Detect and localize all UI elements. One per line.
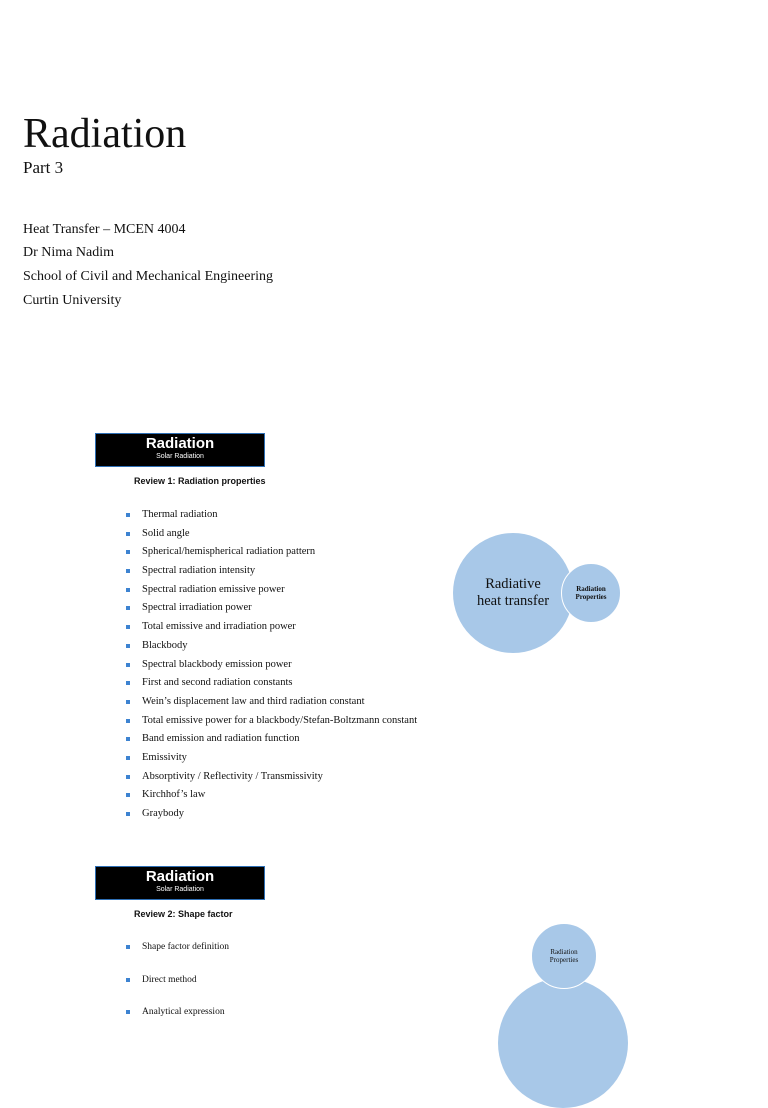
- list-item: [126, 676, 417, 695]
- bullet-icon: [126, 700, 130, 704]
- list-item-text: Band emission and radiation function: [142, 733, 300, 745]
- list-item: [126, 527, 417, 546]
- list-item-text: Spectral blackbody emission power: [142, 658, 292, 670]
- list-item: [126, 940, 229, 973]
- page-subtitle: Part 3: [23, 158, 64, 177]
- bullet-icon: [126, 625, 130, 629]
- course-name: Heat Transfer – MCEN 4004: [23, 222, 186, 237]
- slide2-review-title: Review 2: Shape factor: [134, 909, 233, 919]
- bullet-icon: [126, 775, 130, 779]
- bullet-icon: [126, 588, 130, 592]
- list-item-text: Direct method: [142, 974, 197, 985]
- list-item: [126, 973, 229, 1006]
- bullet-icon: [126, 681, 130, 685]
- slide2-radiation-properties-circle: [531, 923, 597, 989]
- slide2-small-circle-line2: Properties: [549, 956, 579, 964]
- slide2-banner: [95, 866, 265, 900]
- small-circle-line1: Radiation: [576, 585, 606, 593]
- bullet-icon: [126, 606, 130, 610]
- list-item: [126, 695, 417, 714]
- bullet-icon: [126, 550, 130, 554]
- list-item: [126, 545, 417, 564]
- list-item: [126, 807, 417, 826]
- big-circle-line2: heat transfer: [476, 593, 550, 609]
- bullet-icon: [126, 737, 130, 741]
- list-item-text: Solid angle: [142, 527, 190, 539]
- list-item-text: Kirchhof’s law: [142, 789, 206, 801]
- bullet-icon: [126, 812, 130, 816]
- list-item-text: Analytical expression: [142, 1007, 225, 1017]
- slide1-topic-list: [126, 508, 417, 826]
- slide2-small-circle-line1: Radiation: [550, 948, 578, 956]
- slide2-topic-list: [126, 940, 229, 1038]
- bullet-icon: [126, 978, 130, 982]
- university-name: Curtin University: [23, 293, 122, 308]
- slide2-banner-subtitle: Solar Radiation: [156, 886, 204, 893]
- slide1-banner-title: Radiation: [145, 435, 215, 452]
- list-item: [126, 732, 417, 751]
- list-item: [126, 564, 417, 583]
- list-item-text: Wein’s displacement law and third radiation constant: [142, 695, 365, 707]
- slide1-banner: [95, 433, 265, 467]
- list-item-text: Thermal radiation: [142, 509, 218, 520]
- radiation-properties-circle: [561, 563, 621, 623]
- bullet-icon: [126, 513, 130, 517]
- list-item-text: Spectral irradiation power: [142, 602, 252, 614]
- list-item-text: Shape factor definition: [142, 942, 230, 952]
- list-item: [126, 770, 417, 789]
- bullet-icon: [126, 756, 130, 760]
- list-item: [126, 508, 417, 527]
- page-title: Radiation: [23, 111, 187, 157]
- slide1-review-title: Review 1: Radiation properties: [134, 476, 266, 486]
- list-item-text: Total emissive power for a blackbody/Stefan-Boltzmann constant: [142, 714, 418, 726]
- list-item: [126, 583, 417, 602]
- small-circle-line2: Properties: [575, 593, 607, 601]
- bullet-icon: [126, 1010, 130, 1014]
- bullet-icon: [126, 644, 130, 648]
- list-item-text: First and second radiation constants: [142, 677, 293, 689]
- list-item-text: Emissivity: [142, 751, 187, 763]
- list-item-text: Absorptivity / Reflectivity / Transmissivity: [142, 770, 323, 782]
- bullet-icon: [126, 569, 130, 573]
- list-item-text: Total emissive and irradiation power: [142, 621, 296, 633]
- list-item-text: Blackbody: [142, 639, 188, 651]
- bullet-icon: [126, 532, 130, 536]
- bullet-icon: [126, 663, 130, 667]
- slide2-banner-title: Radiation: [145, 868, 215, 885]
- list-item: [126, 639, 417, 658]
- bullet-icon: [126, 945, 130, 949]
- list-item: [126, 601, 417, 620]
- bullet-icon: [126, 719, 130, 723]
- list-item: [126, 1005, 229, 1038]
- list-item-text: Spectral radiation emissive power: [142, 583, 285, 595]
- list-item-text: Graybody: [142, 808, 184, 819]
- list-item: [126, 714, 417, 733]
- bullet-icon: [126, 793, 130, 797]
- slide1-banner-subtitle: Solar Radiation: [156, 453, 204, 460]
- list-item-text: Spherical/hemispherical radiation pattern: [142, 546, 316, 558]
- list-item: [126, 751, 417, 770]
- list-item-text: Spectral radiation intensity: [142, 565, 256, 577]
- list-item: [126, 620, 417, 639]
- school-name: School of Civil and Mechanical Engineering: [23, 269, 273, 284]
- list-item: [126, 658, 417, 677]
- big-circle-line1: Radiative: [485, 576, 541, 592]
- radiative-heat-transfer-circle: [453, 533, 573, 653]
- list-item: [126, 788, 417, 807]
- slide2-large-circle: [498, 978, 628, 1108]
- lecturer-name: Dr Nima Nadim: [23, 245, 114, 260]
